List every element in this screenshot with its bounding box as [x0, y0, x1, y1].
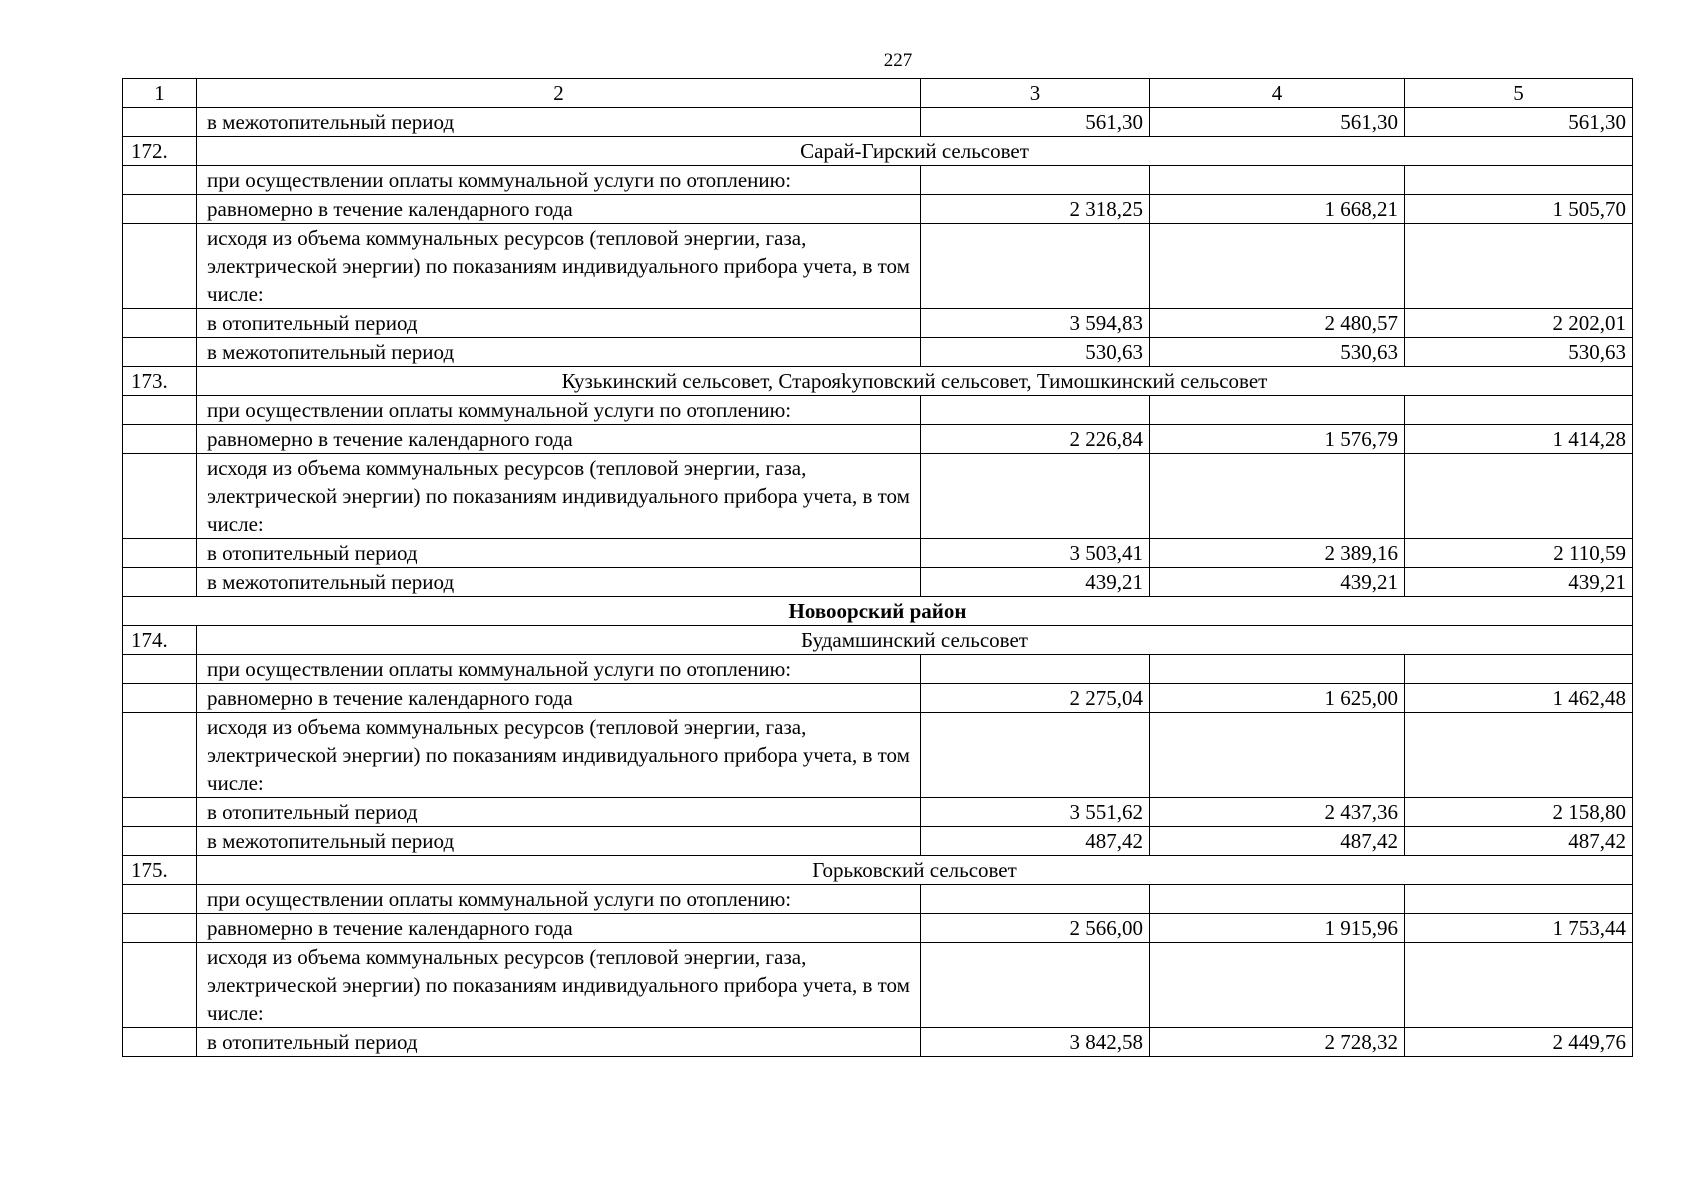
column-number-header-row	[123, 79, 1633, 108]
value-col-4: 1 576,79	[1150, 425, 1405, 454]
table-row	[123, 224, 1633, 309]
value-col-5: 439,21	[1405, 568, 1633, 597]
district-title: Новоорский район	[123, 597, 1633, 626]
settlement-title: Будамшинский сельсовет	[197, 626, 1633, 655]
value-col-3: 530,63	[921, 338, 1150, 367]
value-col-5	[1405, 454, 1633, 539]
tariff-table	[122, 78, 1633, 1057]
value-col-4	[1150, 655, 1405, 684]
row-label: в межотопительный период	[197, 338, 921, 367]
value-col-4	[1150, 166, 1405, 195]
row-label: равномерно в течение календарного года	[197, 914, 921, 943]
value-col-5: 2 449,76	[1405, 1028, 1633, 1057]
table-row	[123, 195, 1633, 224]
row-number-empty	[123, 454, 197, 539]
row-number-empty	[123, 539, 197, 568]
value-col-5	[1405, 224, 1633, 309]
page-number: 227	[883, 50, 913, 71]
row-label: исходя из объема коммунальных ресурсов (тепловой энергии, газа, электрической энергии) по показаниям индивидуального прибора учета, в том числе:	[197, 454, 921, 539]
row-label: исходя из объема коммунальных ресурсов (тепловой энергии, газа, электрической энергии) по показаниям индивидуального прибора учета, в том числе:	[197, 713, 921, 798]
column-header: 4	[1150, 79, 1405, 108]
value-col-3	[921, 224, 1150, 309]
value-col-4: 530,63	[1150, 338, 1405, 367]
table-row	[123, 568, 1633, 597]
row-label: при осуществлении оплаты коммунальной услуги по отоплению:	[197, 396, 921, 425]
table-row	[123, 914, 1633, 943]
row-number-empty	[123, 425, 197, 454]
row-number-empty	[123, 108, 197, 137]
row-number-empty	[123, 827, 197, 856]
table-row	[123, 655, 1633, 684]
value-col-5	[1405, 655, 1633, 684]
value-col-3: 3 551,62	[921, 798, 1150, 827]
row-number: 175.	[123, 856, 197, 885]
row-number-empty	[123, 1028, 197, 1057]
value-col-3: 487,42	[921, 827, 1150, 856]
value-col-4: 1 625,00	[1150, 684, 1405, 713]
value-col-5	[1405, 713, 1633, 798]
value-col-3	[921, 166, 1150, 195]
row-label: при осуществлении оплаты коммунальной услуги по отоплению:	[197, 885, 921, 914]
table-row	[123, 798, 1633, 827]
row-label: при осуществлении оплаты коммунальной услуги по отоплению:	[197, 166, 921, 195]
value-col-4	[1150, 454, 1405, 539]
value-col-4: 1 915,96	[1150, 914, 1405, 943]
column-header: 1	[123, 79, 197, 108]
value-col-3: 2 226,84	[921, 425, 1150, 454]
table-row	[123, 166, 1633, 195]
settlement-section-row	[123, 856, 1633, 885]
value-col-4: 2 437,36	[1150, 798, 1405, 827]
value-col-5: 2 158,80	[1405, 798, 1633, 827]
value-col-5: 1 505,70	[1405, 195, 1633, 224]
value-col-3: 561,30	[921, 108, 1150, 137]
value-col-3: 439,21	[921, 568, 1150, 597]
value-col-3	[921, 396, 1150, 425]
value-col-3	[921, 655, 1150, 684]
table-row	[123, 338, 1633, 367]
value-col-4: 561,30	[1150, 108, 1405, 137]
value-col-5: 2 202,01	[1405, 309, 1633, 338]
value-col-4: 439,21	[1150, 568, 1405, 597]
value-col-5: 1 753,44	[1405, 914, 1633, 943]
table-row	[123, 425, 1633, 454]
value-col-3: 3 842,58	[921, 1028, 1150, 1057]
value-col-5: 530,63	[1405, 338, 1633, 367]
table-row	[123, 827, 1633, 856]
row-label: равномерно в течение календарного года	[197, 425, 921, 454]
value-col-4	[1150, 224, 1405, 309]
value-col-3	[921, 454, 1150, 539]
value-col-4	[1150, 396, 1405, 425]
value-col-5	[1405, 943, 1633, 1028]
row-number-empty	[123, 396, 197, 425]
settlement-title: Горьковский сельсовет	[197, 856, 1633, 885]
row-number-empty	[123, 914, 197, 943]
row-label: равномерно в течение календарного года	[197, 195, 921, 224]
value-col-5	[1405, 396, 1633, 425]
value-col-3: 2 566,00	[921, 914, 1150, 943]
table-row	[123, 309, 1633, 338]
value-col-4: 2 728,32	[1150, 1028, 1405, 1057]
row-label: в отопительный период	[197, 309, 921, 338]
row-label: равномерно в течение календарного года	[197, 684, 921, 713]
row-number-empty	[123, 943, 197, 1028]
value-col-5: 561,30	[1405, 108, 1633, 137]
value-col-4	[1150, 943, 1405, 1028]
row-number-empty	[123, 655, 197, 684]
value-col-5: 487,42	[1405, 827, 1633, 856]
row-label: в межотопительный период	[197, 827, 921, 856]
table-row	[123, 396, 1633, 425]
table-row	[123, 454, 1633, 539]
row-label: в отопительный период	[197, 539, 921, 568]
table-row	[123, 684, 1633, 713]
row-label: исходя из объема коммунальных ресурсов (тепловой энергии, газа, электрической энергии) по показаниям индивидуального прибора учета, в том числе:	[197, 943, 921, 1028]
settlement-section-row	[123, 626, 1633, 655]
table-row	[123, 885, 1633, 914]
row-label: в отопительный период	[197, 798, 921, 827]
settlement-section-row	[123, 367, 1633, 396]
value-col-3	[921, 943, 1150, 1028]
row-label: исходя из объема коммунальных ресурсов (тепловой энергии, газа, электрической энергии) по показаниям индивидуального прибора учета, в том числе:	[197, 224, 921, 309]
row-number-empty	[123, 309, 197, 338]
district-row	[123, 597, 1633, 626]
value-col-3	[921, 885, 1150, 914]
column-header: 2	[197, 79, 921, 108]
row-number-empty	[123, 684, 197, 713]
value-col-4: 2 480,57	[1150, 309, 1405, 338]
value-col-4: 487,42	[1150, 827, 1405, 856]
table-row	[123, 943, 1633, 1028]
settlement-title: Сарай-Гирский сельсовет	[197, 137, 1633, 166]
table-row	[123, 713, 1633, 798]
row-number-empty	[123, 568, 197, 597]
column-header: 3	[921, 79, 1150, 108]
value-col-3: 2 318,25	[921, 195, 1150, 224]
row-label: в межотопительный период	[197, 568, 921, 597]
value-col-3: 3 503,41	[921, 539, 1150, 568]
row-label: в отопительный период	[197, 1028, 921, 1057]
value-col-3: 2 275,04	[921, 684, 1150, 713]
row-number-empty	[123, 713, 197, 798]
table-row	[123, 1028, 1633, 1057]
row-number: 173.	[123, 367, 197, 396]
value-col-4	[1150, 885, 1405, 914]
row-number-empty	[123, 166, 197, 195]
row-number: 172.	[123, 137, 197, 166]
row-number-empty	[123, 338, 197, 367]
value-col-3: 3 594,83	[921, 309, 1150, 338]
value-col-4: 2 389,16	[1150, 539, 1405, 568]
column-header: 5	[1405, 79, 1633, 108]
row-number-empty	[123, 885, 197, 914]
value-col-5: 1 462,48	[1405, 684, 1633, 713]
table-row	[123, 539, 1633, 568]
value-col-5	[1405, 885, 1633, 914]
row-number-empty	[123, 195, 197, 224]
row-number-empty	[123, 224, 197, 309]
value-col-4	[1150, 713, 1405, 798]
value-col-5	[1405, 166, 1633, 195]
settlement-title: Кузькинский сельсовет, Старояkуповский сельсовет, Тимошкинский сельсовет	[197, 367, 1633, 396]
row-number: 174.	[123, 626, 197, 655]
value-col-5: 2 110,59	[1405, 539, 1633, 568]
value-col-5: 1 414,28	[1405, 425, 1633, 454]
row-number-empty	[123, 798, 197, 827]
table-row	[123, 108, 1633, 137]
value-col-3	[921, 713, 1150, 798]
row-label: при осуществлении оплаты коммунальной услуги по отоплению:	[197, 655, 921, 684]
row-label: в межотопительный период	[197, 108, 921, 137]
settlement-section-row	[123, 137, 1633, 166]
value-col-4: 1 668,21	[1150, 195, 1405, 224]
